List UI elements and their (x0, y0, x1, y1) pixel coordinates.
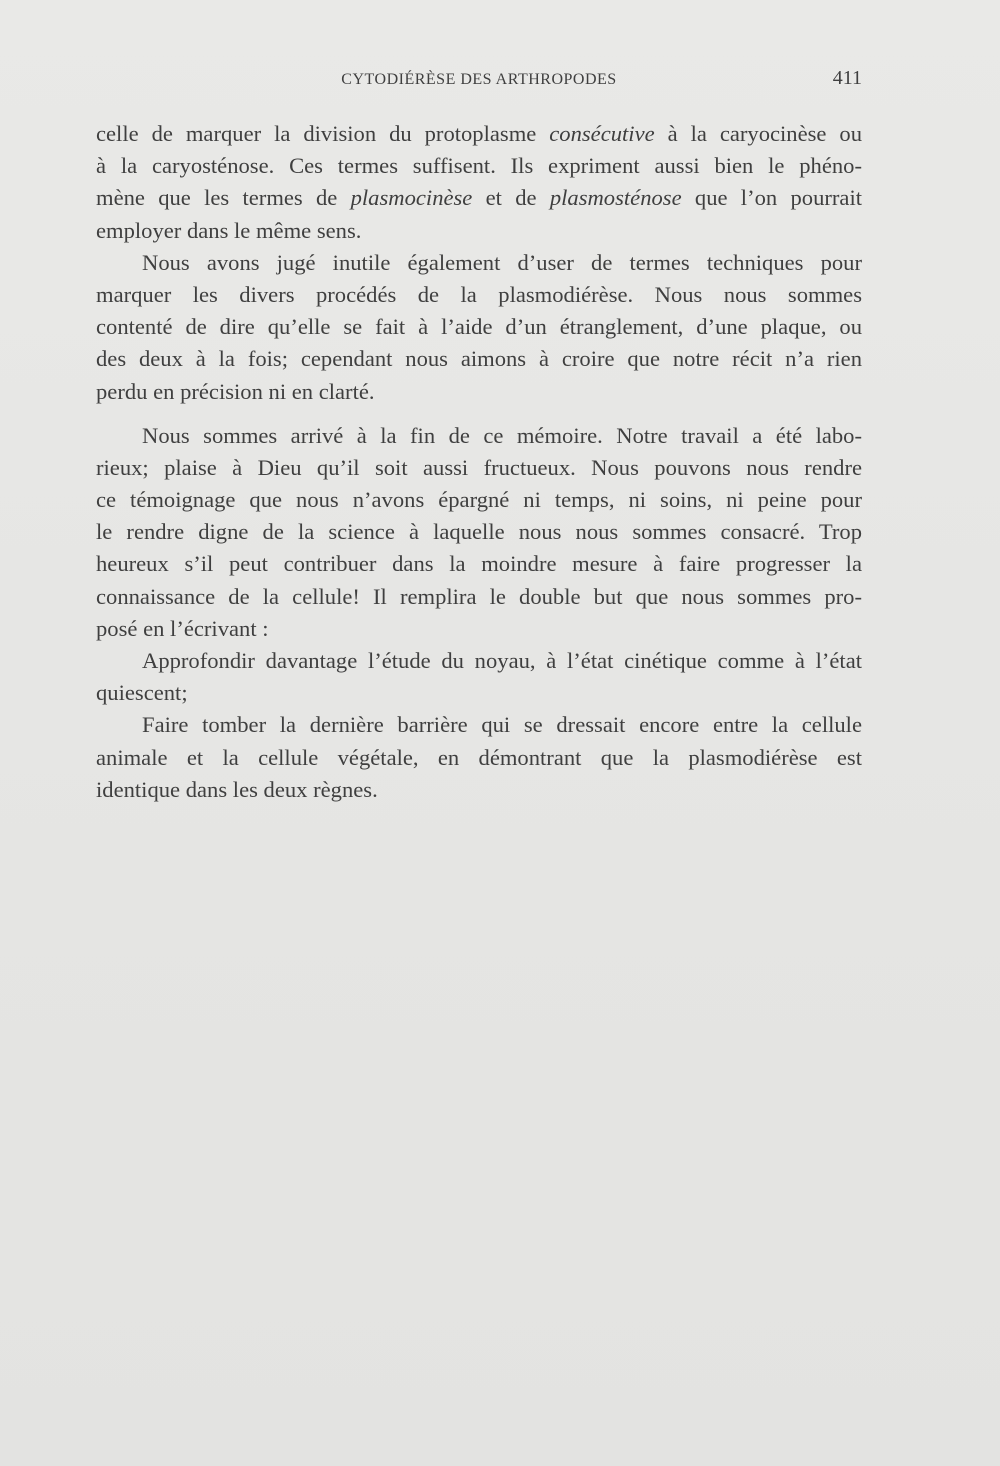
text-line (96, 516, 862, 548)
text-run: à la caryosténose. Ces termes suffisent. Ils expriment aussi bien le phéno- (96, 153, 862, 179)
text-run: le rendre digne de la science à laquelle nous nous sommes consacré. Trop (96, 519, 862, 545)
text-line (96, 420, 862, 452)
text-line (96, 742, 862, 774)
text-line (96, 247, 862, 279)
text-run: Approfondir davantage l’étude du noyau, à l’état cinétique comme à l’état (142, 648, 862, 673)
text-run: Nous avons jugé inutile également d’user de termes techniques pour (142, 249, 862, 275)
text-line (96, 548, 862, 580)
text-run: posé en l’écrivant : (96, 615, 269, 641)
text-line (96, 613, 862, 645)
text-line (96, 118, 862, 150)
paragraph (96, 118, 862, 247)
text-line (96, 645, 862, 677)
text-line (96, 182, 862, 214)
text-line (96, 452, 862, 484)
text-line (96, 677, 862, 709)
running-title: CYTODIÉRÈSE DES ARTHROPODES (341, 71, 617, 88)
body-text (96, 118, 862, 806)
italic-term: plasmosténose (549, 185, 682, 211)
text-run: marquer les divers procédés de la plasmodiérèse. Nous nous sommes (96, 281, 862, 307)
text-run: à la caryocinèse ou (654, 121, 862, 146)
text-line (96, 215, 862, 247)
text-line (96, 484, 862, 516)
text-line (96, 709, 862, 741)
italic-term: consécutive (549, 121, 655, 146)
text-run: identique dans les deux règnes. (96, 776, 378, 802)
paragraph (96, 645, 862, 709)
text-run: que l’on pourrait (681, 185, 863, 211)
running-head (96, 66, 862, 92)
page-number: 411 (832, 67, 862, 89)
text-run: employer dans le même sens. (96, 217, 362, 243)
text-run: quiescent; (96, 680, 188, 706)
text-line (96, 311, 862, 343)
text-run: perdu en précision ni en clarté. (96, 378, 375, 404)
text-run: rieux; plaise à Dieu qu’il soit aussi fructueux. Nous pouvons nous rendre (96, 454, 862, 480)
text-line (96, 150, 862, 182)
text-line (96, 774, 862, 806)
text-run: contenté de dire qu’elle se fait à l’aide d’un étranglement, d’une plaque, ou (96, 314, 862, 340)
italic-term: plasmocinèse (350, 185, 473, 211)
text-run: ce témoignage que nous n’avons épargné ni temps, ni soins, ni peine pour (96, 487, 862, 513)
text-run: Nous sommes arrivé à la fin de ce mémoire. Notre travail a été labo- (142, 422, 862, 448)
text-line (96, 279, 862, 311)
paragraph (96, 420, 862, 645)
text-run: Faire tomber la dernière barrière qui se dressait encore entre la cellule (142, 712, 862, 738)
paragraph (96, 247, 862, 408)
text-line (96, 343, 862, 375)
text-run: des deux à la fois; cependant nous aimons à croire que notre récit n’a rien (96, 346, 862, 372)
text-run: celle de marquer la division du protoplasme (96, 121, 550, 146)
text-run: animale et la cellule végétale, en démontrant que la plasmodiérèse est (96, 744, 862, 770)
paragraph (96, 709, 862, 806)
text-line (96, 376, 862, 408)
text-run: heureux s’il peut contribuer dans la moindre mesure à faire progresser la (96, 551, 862, 577)
section-gap (96, 408, 862, 420)
text-run: connaissance de la cellule! Il remplira le double but que nous sommes pro- (96, 583, 862, 609)
text-run: et de (472, 185, 550, 211)
text-line (96, 581, 862, 613)
text-run: mène que les termes de (96, 185, 351, 211)
